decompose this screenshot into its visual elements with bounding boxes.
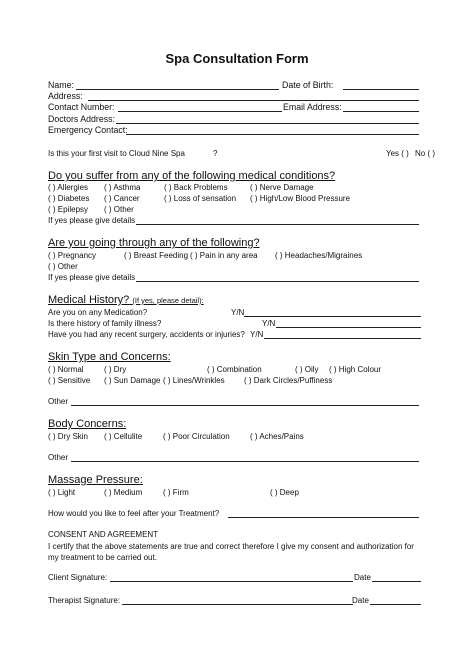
going-through-headaches[interactable]: ( ) Headaches/Migraines xyxy=(275,251,363,260)
pressure-light[interactable]: ( ) Light xyxy=(48,488,76,497)
page-title: Spa Consultation Form xyxy=(165,51,309,66)
skin-sensitive[interactable]: ( ) Sensitive xyxy=(48,376,91,385)
body-cellulite[interactable]: ( ) Cellulite xyxy=(104,432,143,441)
condition-loss-of-sensation[interactable]: ( ) Loss of sensation xyxy=(164,194,237,203)
name-field[interactable] xyxy=(76,89,279,90)
condition-epilepsy[interactable]: ( ) Epilepsy xyxy=(48,205,89,214)
client-signature-field[interactable] xyxy=(110,581,353,582)
conditions-details-label: If yes please give details xyxy=(48,216,136,225)
going-through-pain[interactable]: ( ) Pain in any area xyxy=(190,251,258,260)
family-illness-question: Is there history of family illness? xyxy=(48,319,162,328)
family-illness-yn[interactable]: Y/N xyxy=(262,319,276,328)
going-through-details-field[interactable] xyxy=(136,281,419,282)
pressure-deep[interactable]: ( ) Deep xyxy=(270,488,299,497)
body-aches-pains[interactable]: ( ) Aches/Pains xyxy=(250,432,304,441)
client-date-label: Date xyxy=(354,573,371,582)
medical-history-note: (If yes, please detail): xyxy=(132,296,204,305)
dob-field[interactable] xyxy=(343,89,419,90)
condition-allergies[interactable]: ( ) Allergies xyxy=(48,183,89,192)
conditions-heading: Do you suffer from any of the following medical conditions? xyxy=(48,170,336,182)
surgery-question: Have you had any recent surgery, accidents or injuries? xyxy=(48,330,245,339)
going-through-details-label: If yes please give details xyxy=(48,273,136,282)
address-label: Address: xyxy=(48,91,83,101)
email-label: Email Address: xyxy=(283,102,342,112)
body-heading: Body Concerns: xyxy=(48,418,127,430)
consent-text-line-2: my treatment to be carried out. xyxy=(48,553,157,562)
consent-text-line-1: I certify that the above statements are true and correct therefore I give my consent and authorization for xyxy=(48,542,414,551)
skin-other-label: Other xyxy=(48,397,69,406)
contact-number-label: Contact Number: xyxy=(48,102,115,112)
skin-sun-damage[interactable]: ( ) Sun Damage xyxy=(104,376,161,385)
condition-nerve-damage[interactable]: ( ) Nerve Damage xyxy=(250,183,314,192)
feel-question: How would you like to feel after your Treatment? xyxy=(48,509,220,518)
skin-normal[interactable]: ( ) Normal xyxy=(48,365,84,374)
surgery-field[interactable] xyxy=(264,338,421,339)
pressure-heading: Massage Pressure: xyxy=(48,474,143,486)
first-visit-question: Is this your first visit to Cloud Nine Spa xyxy=(48,149,185,158)
skin-heading: Skin Type and Concerns: xyxy=(48,351,171,363)
conditions-details-field[interactable] xyxy=(136,224,419,225)
condition-cancer[interactable]: ( ) Cancer xyxy=(104,194,140,203)
email-field[interactable] xyxy=(343,111,419,112)
feel-field[interactable] xyxy=(228,517,419,518)
family-illness-field[interactable] xyxy=(276,327,421,328)
condition-back-problems[interactable]: ( ) Back Problems xyxy=(164,183,228,192)
pressure-medium[interactable]: ( ) Medium xyxy=(104,488,143,497)
first-visit-qmark: ? xyxy=(213,149,218,158)
skin-dark-circles[interactable]: ( ) Dark Circles/Puffiness xyxy=(244,376,333,385)
pressure-firm[interactable]: ( ) Firm xyxy=(163,488,189,497)
client-date-field[interactable] xyxy=(372,581,421,582)
client-signature-label: Client Signature: xyxy=(48,573,108,582)
therapist-signature-label: Therapist Signature: xyxy=(48,596,121,605)
skin-combination[interactable]: ( ) Combination xyxy=(207,365,262,374)
therapist-date-field[interactable] xyxy=(370,604,421,605)
going-through-pregnancy[interactable]: ( ) Pregnancy xyxy=(48,251,97,260)
doctors-address-field[interactable] xyxy=(116,123,419,124)
going-through-breast-feeding[interactable]: ( ) Breast Feeding xyxy=(124,251,189,260)
contact-number-field[interactable] xyxy=(118,111,282,112)
skin-other-field[interactable] xyxy=(71,405,419,406)
skin-oily[interactable]: ( ) Oily xyxy=(295,365,319,374)
skin-high-colour[interactable]: ( ) High Colour xyxy=(329,365,382,374)
consent-heading: CONSENT AND AGREEMENT xyxy=(48,530,159,539)
medical-history-title: Medical History? xyxy=(48,294,130,306)
first-visit-yes[interactable]: Yes ( ) xyxy=(386,149,409,158)
first-visit-no[interactable]: No ( ) xyxy=(415,149,435,158)
body-other-label: Other xyxy=(48,453,69,462)
skin-lines-wrinkles[interactable]: ( ) Lines/Wrinkles xyxy=(163,376,225,385)
body-dry-skin[interactable]: ( ) Dry Skin xyxy=(48,432,88,441)
skin-dry[interactable]: ( ) Dry xyxy=(104,365,127,374)
medication-field[interactable] xyxy=(244,316,421,317)
condition-asthma[interactable]: ( ) Asthma xyxy=(104,183,141,192)
emergency-contact-field[interactable] xyxy=(126,134,419,135)
name-label: Name: xyxy=(48,80,74,90)
medical-history-heading xyxy=(48,294,204,307)
therapist-signature-field[interactable] xyxy=(122,604,353,605)
body-other-field[interactable] xyxy=(71,461,419,462)
going-through-heading: Are you going through any of the following? xyxy=(48,237,260,249)
medication-yn[interactable]: Y/N xyxy=(231,308,245,317)
going-through-other[interactable]: ( ) Other xyxy=(48,262,78,271)
doctors-address-label: Doctors Address: xyxy=(48,114,115,124)
surgery-yn[interactable]: Y/N xyxy=(250,330,264,339)
address-field[interactable] xyxy=(88,100,419,101)
emergency-contact-label: Emergency Contact: xyxy=(48,125,128,135)
condition-other[interactable]: ( ) Other xyxy=(104,205,134,214)
dob-label: Date of Birth: xyxy=(282,80,334,90)
therapist-date-label: Date xyxy=(352,596,369,605)
condition-diabetes[interactable]: ( ) Diabetes xyxy=(48,194,90,203)
body-poor-circulation[interactable]: ( ) Poor Circulation xyxy=(163,432,230,441)
condition-blood-pressure[interactable]: ( ) High/Low Blood Pressure xyxy=(250,194,351,203)
medication-question: Are you on any Medication? xyxy=(48,308,148,317)
